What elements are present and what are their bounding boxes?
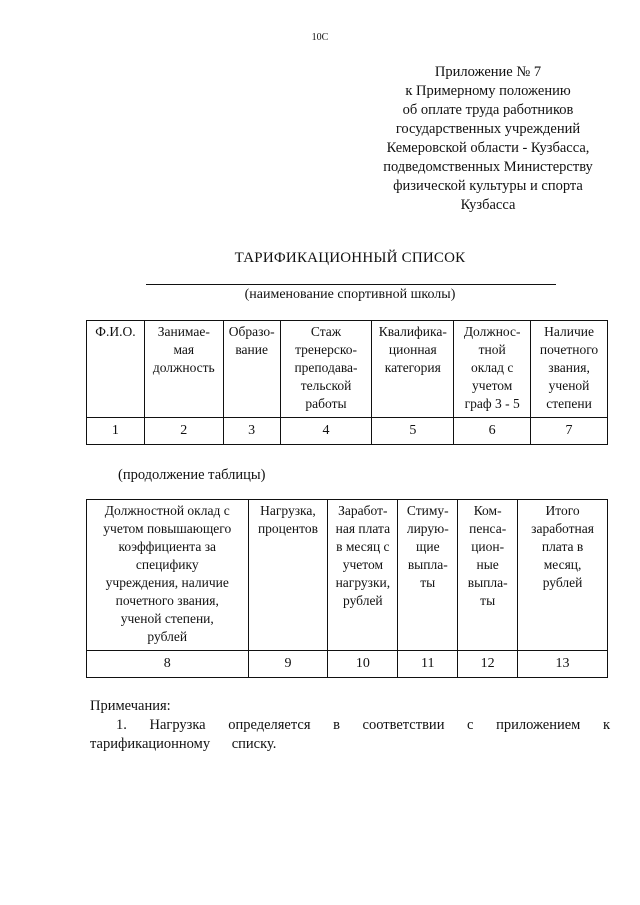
header-line: рублей xyxy=(542,575,583,590)
header-line: степени xyxy=(546,396,592,411)
header-line: цион- xyxy=(471,539,505,554)
column-number-cell: 5 xyxy=(372,418,454,445)
header-cell-workload xyxy=(248,500,328,651)
header-line: Ком- xyxy=(473,503,502,518)
header-line: граф 3 - 5 xyxy=(464,396,520,411)
header-line: выпла- xyxy=(407,557,448,572)
column-number-cell: 12 xyxy=(458,651,518,678)
tarification-table-part-1 xyxy=(86,320,608,445)
header-line: месяц, xyxy=(543,557,582,572)
column-number-cell: 7 xyxy=(531,418,608,445)
column-number-cell: 13 xyxy=(518,651,608,678)
header-line: ные xyxy=(476,557,499,572)
column-number-cell: 3 xyxy=(223,418,280,445)
header-line: почетного xyxy=(539,342,599,357)
header-line: категория xyxy=(384,360,441,375)
header-line: учетом xyxy=(342,557,383,572)
header-cell-education xyxy=(223,321,280,418)
header-line: Итого xyxy=(545,503,580,518)
header-cell-experience xyxy=(280,321,372,418)
header-line: плата в xyxy=(541,539,584,554)
header-line: рублей xyxy=(147,629,188,644)
header-line: тной xyxy=(478,342,506,357)
header-line: Образо- xyxy=(228,324,275,339)
document-title: ТАРИФИКАЦИОННЫЙ СПИСОК xyxy=(234,250,466,266)
header-line: ты xyxy=(420,575,436,590)
header-cell-compensation-payments xyxy=(458,500,518,651)
school-name-blank-line xyxy=(146,284,556,285)
column-number-cell: 2 xyxy=(144,418,223,445)
appendix-line: Приложение № 7 xyxy=(434,64,542,80)
column-number-cell: 9 xyxy=(248,651,328,678)
header-line: Стиму- xyxy=(406,503,449,518)
header-line: Заработ- xyxy=(338,503,388,518)
header-cell-incentive-payments xyxy=(398,500,458,651)
appendix-header xyxy=(368,63,608,215)
table-continuation-label: (продолжение таблицы) xyxy=(118,467,266,483)
header-line: Стаж xyxy=(310,324,342,339)
header-line: тренерско- xyxy=(295,342,357,357)
column-number-cell: 10 xyxy=(328,651,398,678)
header-line: Должнос- xyxy=(463,324,521,339)
note-text: 1. Нагрузка определяется в соответствии с приложением к тарификационному списку. xyxy=(90,717,610,752)
header-cell-adjusted-salary xyxy=(87,500,249,651)
header-line: учетом повышающего xyxy=(103,521,232,536)
header-line: ная плата xyxy=(335,521,391,536)
header-line: щие xyxy=(415,539,440,554)
tarification-table-part-2 xyxy=(86,499,608,678)
header-line: Должностной оклад с xyxy=(104,503,230,518)
page-number: 10С xyxy=(311,32,329,43)
header-line: рублей xyxy=(343,593,383,608)
header-line: должность xyxy=(152,360,215,375)
appendix-line: об оплате труда работников xyxy=(402,102,574,118)
header-line: заработная xyxy=(531,521,594,536)
header-cell-position xyxy=(144,321,223,418)
column-number-cell: 4 xyxy=(280,418,372,445)
appendix-line: государственных учреждений xyxy=(395,121,581,137)
header-line: нагрузки, xyxy=(335,575,391,590)
column-number-cell: 8 xyxy=(87,651,249,678)
header-cell-qualification xyxy=(372,321,454,418)
school-name-caption: (наименование спортивной школы) xyxy=(244,287,456,302)
appendix-line: подведомственных Министерству xyxy=(383,159,593,175)
header-line: ученой xyxy=(548,378,590,393)
header-line: тельской xyxy=(300,378,352,393)
header-line: лирую- xyxy=(406,521,449,536)
header-line: специфику xyxy=(135,557,199,572)
table-number-row xyxy=(87,418,608,445)
header-line: звания, xyxy=(548,360,590,375)
header-line: пенса- xyxy=(469,521,507,536)
appendix-line: Кемеровской области - Кузбасса, xyxy=(386,140,590,156)
header-cell-fio xyxy=(87,321,145,418)
header-line: Квалифика- xyxy=(378,324,447,339)
header-cell-total-wage xyxy=(518,500,608,651)
header-line: в месяц с xyxy=(336,539,390,554)
header-line: Наличие xyxy=(544,324,594,339)
header-line: работы xyxy=(305,396,347,411)
header-line: вание xyxy=(235,342,268,357)
column-number-cell: 1 xyxy=(87,418,145,445)
header-cell-honorary-title xyxy=(531,321,608,418)
header-line: оклад с xyxy=(471,360,514,375)
header-cell-monthly-wage xyxy=(328,500,398,651)
appendix-line: Кузбасса xyxy=(460,197,516,213)
column-number-cell: 6 xyxy=(454,418,531,445)
header-line: преподава- xyxy=(294,360,358,375)
header-line: мая xyxy=(173,342,195,357)
header-line: Нагрузка, xyxy=(260,503,316,518)
header-line: почетного звания, xyxy=(115,593,219,608)
header-line: Ф.И.О. xyxy=(95,324,136,339)
header-line: коэффициента за xyxy=(118,539,217,554)
header-cell-salary xyxy=(454,321,531,418)
appendix-line: к Примерному положению xyxy=(405,83,571,99)
notes-section xyxy=(90,697,610,754)
header-line: учреждения, наличие xyxy=(105,575,229,590)
note-item xyxy=(90,716,610,754)
appendix-line: физической культуры и спорта xyxy=(393,178,583,194)
table-header-row xyxy=(87,321,608,418)
header-line: процентов xyxy=(257,521,318,536)
header-line: ученой степени, xyxy=(120,611,214,626)
header-line: ционная xyxy=(388,342,437,357)
header-line: Занимае- xyxy=(157,324,210,339)
header-line: учетом xyxy=(472,378,513,393)
notes-heading: Примечания: xyxy=(90,698,171,714)
header-line: ты xyxy=(480,593,496,608)
header-line: выпла- xyxy=(467,575,508,590)
table-header-row xyxy=(87,500,608,651)
table-number-row xyxy=(87,651,608,678)
column-number-cell: 11 xyxy=(398,651,458,678)
